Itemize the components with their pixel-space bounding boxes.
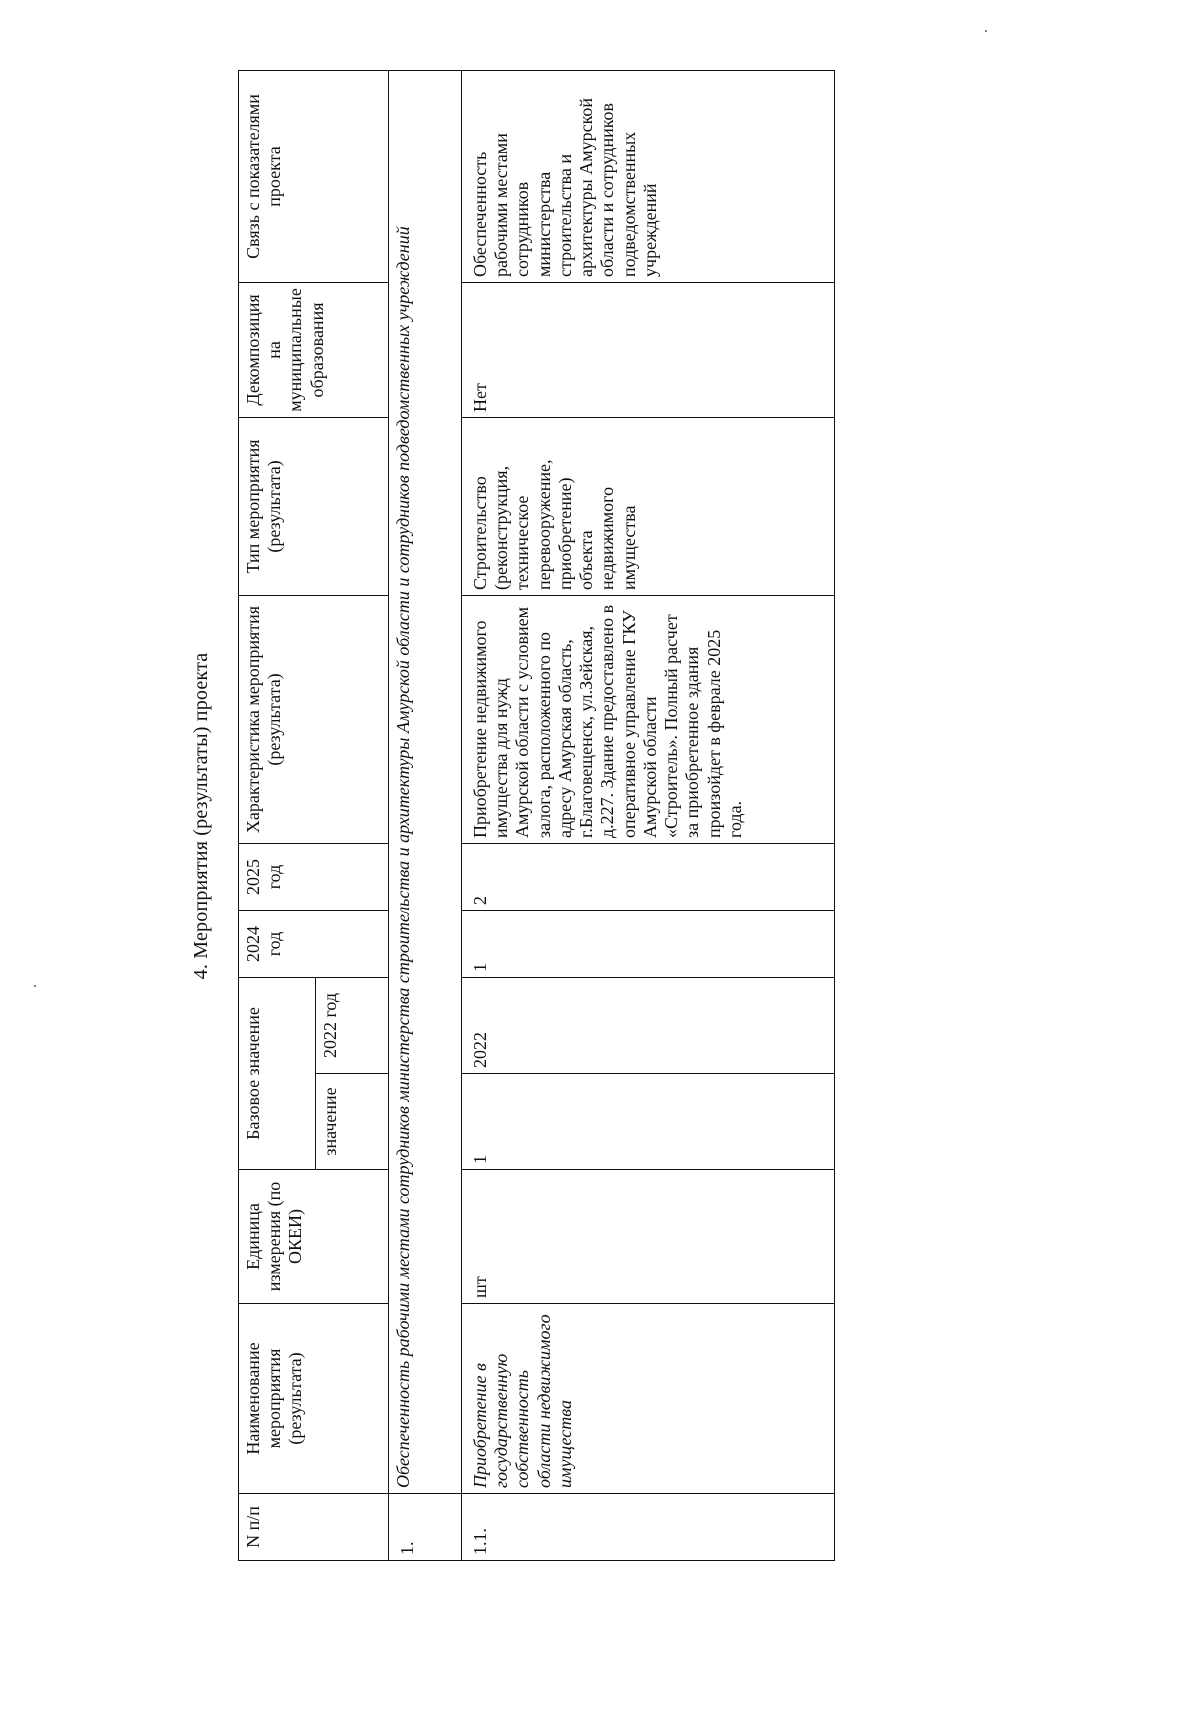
header-2024: 2024 год xyxy=(239,910,389,977)
header-num: N п/п xyxy=(239,1494,389,1561)
header-base-value: значение xyxy=(316,1074,389,1170)
row-type: Строительство (реконструкция, техническое перевооружение, приобретение) объекта недвижимого имущества xyxy=(462,417,835,595)
rotated-content xyxy=(190,71,848,1561)
row-base-year: 2022 xyxy=(462,977,835,1073)
row-link: Обеспеченность рабочими местами сотрудников министерства строительства и архитектуры Амурской области и сотрудников подведомственных учреждений xyxy=(462,70,835,282)
header-base-year: 2022 год xyxy=(316,977,389,1073)
row-2025: 2 xyxy=(462,843,835,910)
measures-table xyxy=(238,70,835,1561)
header-link: Связь с показателями проекта xyxy=(239,70,389,282)
header-name: Наименование мероприятия (результата) xyxy=(239,1304,389,1494)
page-title: 4. Мероприятия (результаты) проекта xyxy=(190,652,212,980)
row-num: 1.1. xyxy=(462,1494,835,1561)
row-unit: шт xyxy=(462,1170,835,1304)
row-2024: 1 xyxy=(462,910,835,977)
table-section-row xyxy=(389,70,462,1560)
header-decomposition: Декомпозиция на муниципальные образования xyxy=(239,282,389,417)
scan-speck xyxy=(985,30,987,32)
header-2025: 2025 год xyxy=(239,843,389,910)
table-header-row xyxy=(239,70,316,1560)
section-title: Обеспеченность рабочими местами сотрудников министерства строительства и архитектуры Амурской области и сотрудников подведомственных учреждений xyxy=(389,70,462,1493)
row-base-value: 1 xyxy=(462,1074,835,1170)
header-characteristic: Характеристика мероприятия (результата) xyxy=(239,595,389,843)
header-base: Базовое значение xyxy=(239,977,316,1169)
row-decomposition: Нет xyxy=(462,282,835,417)
header-unit: Единица измерения (по ОКЕИ) xyxy=(239,1170,389,1304)
row-name: Приобретение в государственную собственность области недвижимого имущества xyxy=(462,1304,835,1494)
row-characteristic: Приобретение недвижимого имущества для нужд Амурской области с условием залога, расположенного по адресу Амурская область, г.Благовещенск, ул.Зейская, д.227. Здание предоставлено в оперативное управление ГКУ Амурской области «Строитель». Полный расчет за приобретенное здания произойдет в феврале 2025 года. xyxy=(462,595,835,843)
table-row xyxy=(462,70,835,1560)
section-num: 1. xyxy=(389,1494,462,1561)
header-type: Тип мероприятия (результата) xyxy=(239,417,389,595)
scan-speck xyxy=(34,985,36,987)
